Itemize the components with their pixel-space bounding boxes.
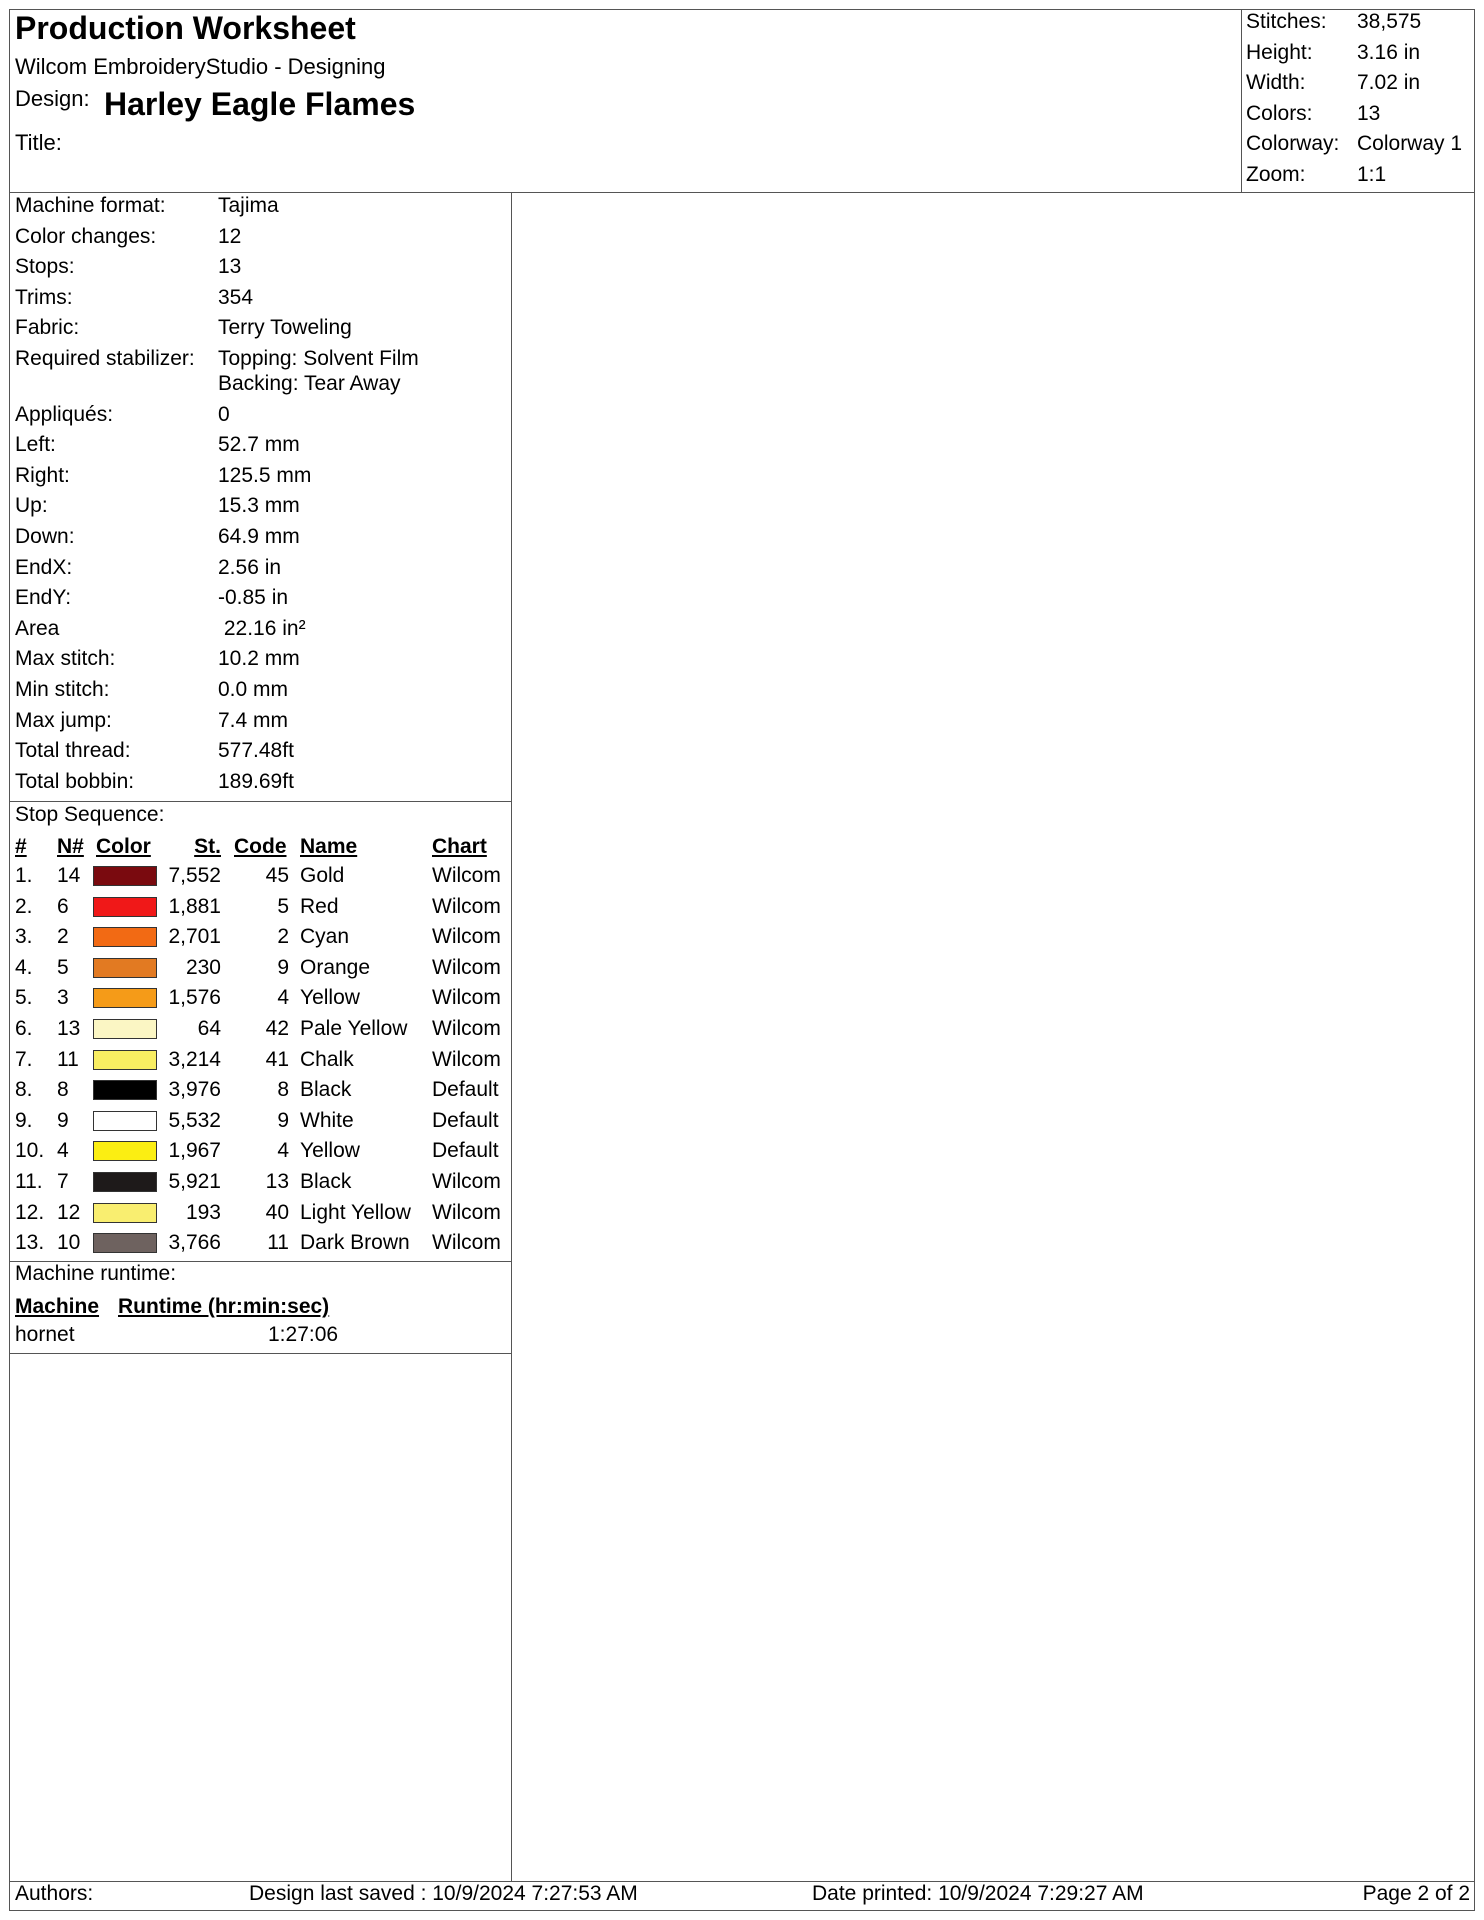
thread-code: 11 — [267, 1231, 289, 1255]
stitch-count: 3,976 — [168, 1078, 221, 1102]
detail-value: 125.5 mm — [218, 463, 312, 487]
stop-number: 1. — [15, 864, 33, 887]
runtime-heading: Machine runtime: — [15, 1262, 177, 1285]
detail-value: 7.4 mm — [218, 708, 289, 732]
stitch-count: 7,552 — [168, 864, 221, 887]
stitch-count: 64 — [197, 1017, 221, 1040]
thread-name: White — [300, 1108, 354, 1132]
detail-label: Min stitch: — [15, 678, 110, 701]
stop-number: 4. — [15, 955, 33, 979]
stop-number: 2. — [15, 894, 33, 918]
detail-value: 0 — [218, 402, 230, 426]
thread-chart: Wilcom — [432, 894, 501, 918]
thread-chart: Wilcom — [432, 1017, 501, 1040]
detail-label: Machine format: — [15, 194, 166, 217]
color-swatch — [93, 1141, 157, 1161]
detail-label: Down: — [15, 525, 75, 548]
summary-label: Colorway: — [1246, 132, 1340, 156]
thread-chart: Wilcom — [432, 1231, 501, 1255]
col-header-chart: Chart — [432, 835, 487, 858]
thread-name: Orange — [300, 955, 371, 979]
detail-value: -0.85 in — [218, 586, 289, 610]
color-swatch — [93, 1111, 157, 1131]
col-header-code: Code — [234, 835, 287, 858]
thread-code: 9 — [277, 955, 289, 979]
color-swatch — [93, 988, 157, 1008]
thread-code: 2 — [277, 925, 289, 949]
thread-name: Yellow — [300, 1139, 360, 1163]
title-label: Title: — [15, 130, 62, 155]
color-swatch — [93, 1203, 157, 1223]
summary-label: Zoom: — [1246, 163, 1306, 186]
thread-code: 45 — [265, 864, 289, 887]
thread-code: 5 — [277, 894, 289, 918]
summary-value: Colorway 1 — [1357, 132, 1463, 156]
color-swatch — [93, 958, 157, 978]
detail-value: 52.7 mm — [218, 433, 300, 457]
stop-number: 8. — [15, 1078, 33, 1102]
summary-value: 13 — [1357, 101, 1381, 125]
detail-value: 22.16 in² — [218, 616, 306, 640]
detail-label: Stops: — [15, 255, 75, 279]
detail-label: Appliqués: — [15, 402, 114, 426]
detail-value: Topping: Solvent Film — [218, 347, 419, 370]
summary-divider — [1241, 9, 1242, 192]
footer-divider — [9, 1881, 1475, 1882]
color-swatch — [93, 866, 157, 886]
needle-number: 8 — [57, 1078, 69, 1102]
detail-label: Required stabilizer: — [15, 347, 195, 370]
detail-value: 12 — [218, 224, 242, 248]
stop-number: 9. — [15, 1108, 33, 1132]
stop-number: 3. — [15, 925, 33, 949]
detail-value: 64.9 mm — [218, 525, 300, 548]
color-swatch — [93, 897, 157, 917]
stop-number: 6. — [15, 1017, 33, 1040]
col-header-color: Color — [96, 835, 151, 858]
summary-value: 7.02 in — [1357, 71, 1421, 95]
summary-value: 3.16 in — [1357, 40, 1421, 64]
stitch-count: 5,532 — [168, 1108, 221, 1132]
thread-chart: Wilcom — [432, 1047, 501, 1071]
detail-label: Fabric: — [15, 316, 80, 340]
needle-number: 7 — [57, 1170, 69, 1193]
summary-label: Width: — [1246, 71, 1306, 95]
detail-value: 189.69ft — [218, 769, 294, 793]
summary-label: Colors: — [1246, 101, 1313, 125]
detail-label: Right: — [15, 463, 70, 487]
runtime-time: 1:27:06 — [268, 1323, 339, 1346]
detail-label: Max stitch: — [15, 647, 116, 671]
stop-number: 13. — [15, 1231, 45, 1255]
thread-code: 9 — [277, 1108, 289, 1132]
detail-label: Area — [15, 616, 60, 640]
detail-value: 13 — [218, 255, 242, 279]
detail-label: Total thread: — [15, 739, 131, 763]
needle-number: 14 — [57, 864, 81, 887]
summary-label: Height: — [1246, 40, 1313, 64]
stop-number: 12. — [15, 1200, 45, 1224]
thread-name: Red — [300, 894, 339, 918]
thread-code: 41 — [265, 1047, 289, 1071]
col-header-num: # — [15, 835, 27, 858]
stitch-count: 1,881 — [168, 894, 221, 918]
stitch-count: 5,921 — [168, 1170, 221, 1193]
runtime-machine-header: Machine — [15, 1295, 100, 1318]
col-header-needle: N# — [57, 835, 84, 858]
footer-page-number: Page 2 of 2 — [1362, 1882, 1470, 1905]
design-label: Design: — [15, 86, 90, 111]
page-title: Production Worksheet — [15, 10, 356, 46]
thread-name: Black — [300, 1170, 352, 1193]
thread-code: 8 — [277, 1078, 289, 1102]
detail-label: EndX: — [15, 555, 73, 579]
stop-number: 11. — [15, 1170, 43, 1193]
thread-name: Gold — [300, 864, 345, 887]
needle-number: 5 — [57, 955, 69, 979]
color-swatch — [93, 1233, 157, 1253]
detail-label: Total bobbin: — [15, 769, 135, 793]
thread-chart: Wilcom — [432, 864, 501, 887]
stitch-count: 3,766 — [168, 1231, 221, 1255]
runtime-divider — [9, 1353, 512, 1354]
thread-code: 42 — [265, 1017, 289, 1040]
detail-label: EndY: — [15, 586, 72, 610]
thread-name: Chalk — [300, 1047, 354, 1071]
stitch-count: 1,967 — [168, 1139, 221, 1163]
footer-authors: Authors: — [15, 1882, 94, 1905]
runtime-time-header: Runtime (hr:min:sec) — [118, 1295, 330, 1318]
footer-last-saved: Design last saved : 10/9/2024 7:27:53 AM — [249, 1882, 638, 1905]
color-swatch — [93, 1019, 157, 1039]
thread-code: 4 — [277, 1139, 289, 1163]
detail-label: Up: — [15, 494, 48, 518]
thread-name: Cyan — [300, 925, 350, 949]
summary-label: Stitches: — [1246, 10, 1327, 33]
thread-name: Yellow — [300, 986, 360, 1010]
needle-number: 10 — [57, 1231, 81, 1255]
design-name: Harley Eagle Flames — [104, 86, 416, 122]
summary-value: 38,575 — [1357, 10, 1422, 33]
col-header-name: Name — [300, 835, 358, 858]
detail-label: Trims: — [15, 285, 73, 309]
stop-sequence-heading: Stop Sequence: — [15, 803, 165, 826]
needle-number: 6 — [57, 894, 69, 918]
stop-number: 10. — [15, 1139, 45, 1163]
detail-label: Color changes: — [15, 224, 157, 248]
detail-label: Left: — [15, 433, 56, 457]
footer-date-printed: Date printed: 10/9/2024 7:29:27 AM — [812, 1882, 1144, 1905]
detail-value-secondary: Backing: Tear Away — [218, 372, 401, 395]
thread-name: Light Yellow — [300, 1200, 411, 1224]
detail-value: 10.2 mm — [218, 647, 300, 671]
color-swatch — [93, 927, 157, 947]
detail-value: 354 — [218, 285, 254, 309]
thread-chart: Default — [432, 1139, 499, 1163]
app-subtitle: Wilcom EmbroideryStudio - Designing — [15, 54, 386, 79]
detail-value: Terry Toweling — [218, 316, 352, 340]
col-header-stitches: St. — [194, 835, 221, 858]
detail-label: Max jump: — [15, 708, 112, 732]
thread-chart: Default — [432, 1108, 499, 1132]
thread-code: 40 — [265, 1200, 289, 1224]
thread-code: 13 — [265, 1170, 289, 1193]
stitch-count: 3,214 — [168, 1047, 221, 1071]
thread-chart: Wilcom — [432, 1200, 501, 1224]
thread-code: 4 — [277, 986, 289, 1010]
detail-value: Tajima — [218, 194, 279, 217]
runtime-machine: hornet — [15, 1323, 75, 1346]
needle-number: 11 — [57, 1047, 79, 1071]
stop-number: 5. — [15, 986, 33, 1010]
stitch-count: 193 — [185, 1200, 221, 1224]
detail-value: 577.48ft — [218, 739, 294, 763]
needle-number: 3 — [57, 986, 69, 1010]
needle-number: 2 — [57, 925, 69, 949]
needle-number: 9 — [57, 1108, 69, 1132]
needle-number: 12 — [57, 1200, 81, 1224]
summary-value: 1:1 — [1357, 163, 1387, 186]
thread-chart: Wilcom — [432, 925, 501, 949]
thread-chart: Wilcom — [432, 955, 501, 979]
detail-value: 15.3 mm — [218, 494, 300, 518]
thread-name: Pale Yellow — [300, 1017, 408, 1040]
needle-number: 13 — [57, 1017, 81, 1040]
thread-chart: Wilcom — [432, 986, 501, 1010]
stitch-count: 2,701 — [168, 925, 221, 949]
detail-value: 0.0 mm — [218, 678, 289, 701]
thread-chart: Default — [432, 1078, 499, 1102]
color-swatch — [93, 1080, 157, 1100]
color-swatch — [93, 1172, 157, 1192]
color-swatch — [93, 1050, 157, 1070]
detail-value: 2.56 in — [218, 555, 282, 579]
stop-number: 7. — [15, 1047, 33, 1071]
stitch-count: 230 — [185, 955, 221, 979]
left-column-divider — [511, 192, 512, 1881]
thread-name: Black — [300, 1078, 352, 1102]
stitch-count: 1,576 — [168, 986, 221, 1010]
needle-number: 4 — [57, 1139, 69, 1163]
thread-chart: Wilcom — [432, 1170, 501, 1193]
thread-name: Dark Brown — [300, 1231, 410, 1255]
